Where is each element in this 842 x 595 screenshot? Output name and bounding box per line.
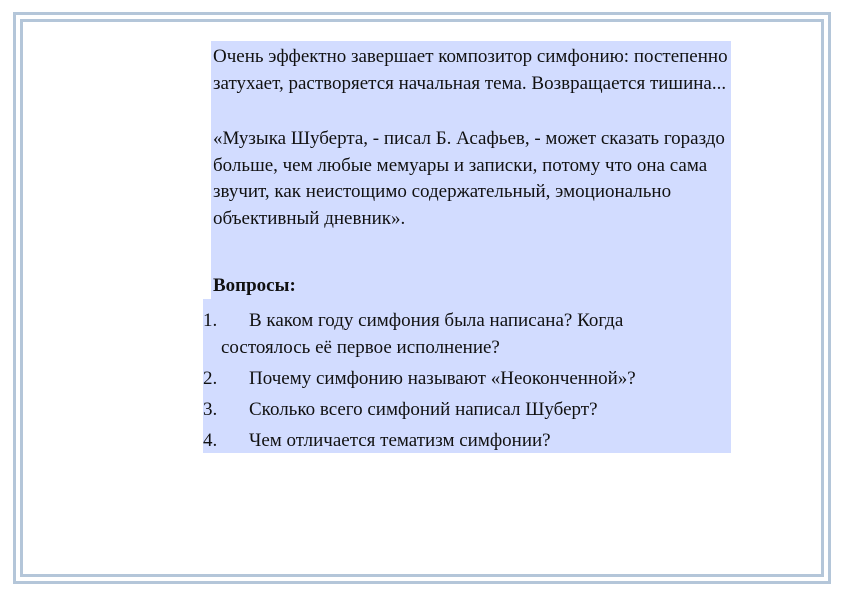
question-item-2: [203, 366, 723, 393]
question-text: Почему симфонию называют «Неоконченной»?: [249, 368, 636, 389]
question-number: 2.: [203, 368, 218, 389]
question-text-line2: состоялось её первое исполнение?: [221, 336, 500, 358]
paragraph-ending: Очень эффектно завершает композитор симфонию: постепенно затухает, растворяется начальная тема. Возвращается тишина...: [213, 46, 728, 94]
question-text-line1: В каком году симфония была написана? Когда: [249, 310, 624, 331]
question-number: 1.: [203, 310, 218, 331]
question-item-1: [203, 308, 723, 361]
question-text: Сколько всего симфоний написал Шуберт?: [249, 399, 598, 420]
questions-heading: Вопросы:: [213, 275, 296, 296]
question-number: 3.: [203, 399, 218, 420]
question-text: Чем отличается тематизм симфонии?: [249, 430, 551, 451]
question-item-4: [203, 428, 723, 455]
paragraph-asafiev-quote: «Музыка Шуберта, - писал Б. Асафьев, - может сказать гораздо больше, чем любые мемуары и записки, потому что она сама звучит, как неистощимо содержательный, эмоционально объективный дневник».: [213, 128, 725, 229]
question-number: 4.: [203, 430, 218, 451]
question-item-3: [203, 397, 723, 424]
